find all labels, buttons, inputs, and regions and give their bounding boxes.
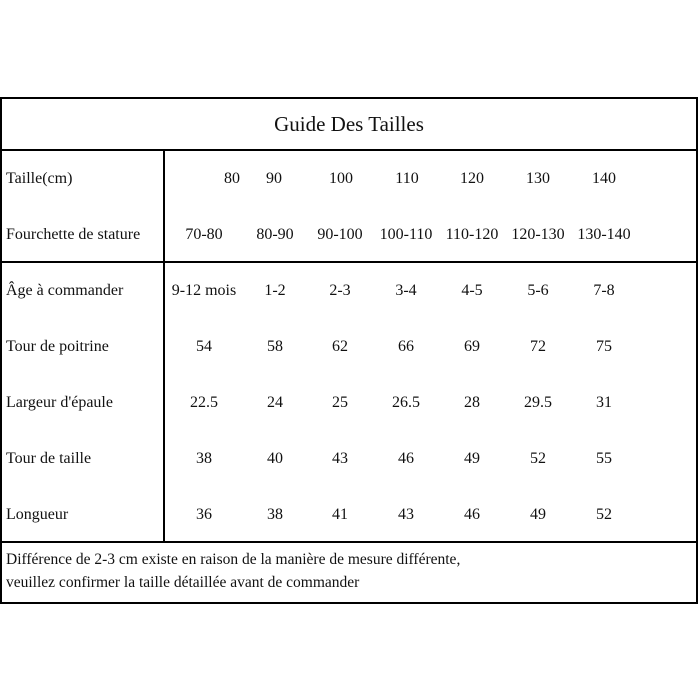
size-guide-title: Guide Des Tailles [2, 99, 696, 151]
cell: 25 [332, 394, 348, 411]
cell: 140 [592, 170, 616, 187]
row-label-age: Âge à commander [6, 282, 124, 299]
cell: 31 [596, 394, 612, 411]
cell: 62 [332, 338, 348, 355]
cell: 22.5 [190, 394, 218, 411]
cell: 46 [398, 450, 414, 467]
cell: 66 [398, 338, 414, 355]
row-label-epaule: Largeur d'épaule [6, 394, 113, 411]
cell: 49 [530, 506, 546, 523]
cell: 3-4 [395, 282, 417, 299]
cell: 43 [332, 450, 348, 467]
cell: 58 [267, 338, 283, 355]
cell: 72 [530, 338, 546, 355]
cell: 29.5 [524, 394, 552, 411]
cell: 38 [196, 450, 212, 467]
cell: 7-8 [593, 282, 615, 299]
cell: 5-6 [527, 282, 549, 299]
row-taille [2, 151, 696, 207]
cell: 54 [196, 338, 212, 355]
cell: 90 [266, 170, 282, 187]
cell: 120 [460, 170, 484, 187]
cell: 26.5 [392, 394, 420, 411]
measurement-note [2, 545, 696, 602]
cell: 43 [398, 506, 414, 523]
row-label-taille: Taille(cm) [6, 170, 73, 187]
cell: 40 [267, 450, 283, 467]
cell: 28 [464, 394, 480, 411]
cell: 100 [329, 170, 353, 187]
cell: 69 [464, 338, 480, 355]
cell: 130 [526, 170, 550, 187]
row-taille-tour [2, 431, 696, 487]
cell: 52 [596, 506, 612, 523]
cell: 9-12 mois [171, 282, 237, 299]
cell: 46 [464, 506, 480, 523]
cell: 100-110 [379, 226, 433, 243]
cell: 120-130 [511, 226, 565, 243]
row-age [2, 263, 696, 319]
cell: 70-80 [185, 226, 223, 243]
cell: 36 [196, 506, 212, 523]
cell: 80 [224, 170, 240, 187]
row-label-longueur: Longueur [6, 506, 69, 523]
cell: 4-5 [461, 282, 483, 299]
row-longueur [2, 487, 696, 543]
cell: 52 [530, 450, 546, 467]
cell: 110-120 [445, 226, 499, 243]
cell: 90-100 [317, 226, 363, 243]
cell: 1-2 [264, 282, 286, 299]
cell: 75 [596, 338, 612, 355]
size-grid [2, 151, 696, 543]
row-label-fourchette: Fourchette de stature [6, 226, 141, 243]
cell: 38 [267, 506, 283, 523]
cell: 24 [267, 394, 283, 411]
size-guide-table [0, 97, 698, 604]
cell: 41 [332, 506, 348, 523]
cell: 130-140 [577, 226, 631, 243]
cell: 55 [596, 450, 612, 467]
row-label-poitrine: Tour de poitrine [6, 338, 109, 355]
cell: 2-3 [329, 282, 351, 299]
row-poitrine [2, 319, 696, 375]
row-epaule [2, 375, 696, 431]
cell: 110 [395, 170, 419, 187]
note-line-1: Différence de 2-3 cm existe en raison de la manière de mesure différente, [6, 551, 461, 568]
note-line-2: veuillez confirmer la taille détaillée avant de commander [6, 574, 360, 591]
cell: 49 [464, 450, 480, 467]
row-fourchette [2, 207, 696, 263]
row-label-tour-taille: Tour de taille [6, 450, 92, 467]
cell: 80-90 [256, 226, 294, 243]
